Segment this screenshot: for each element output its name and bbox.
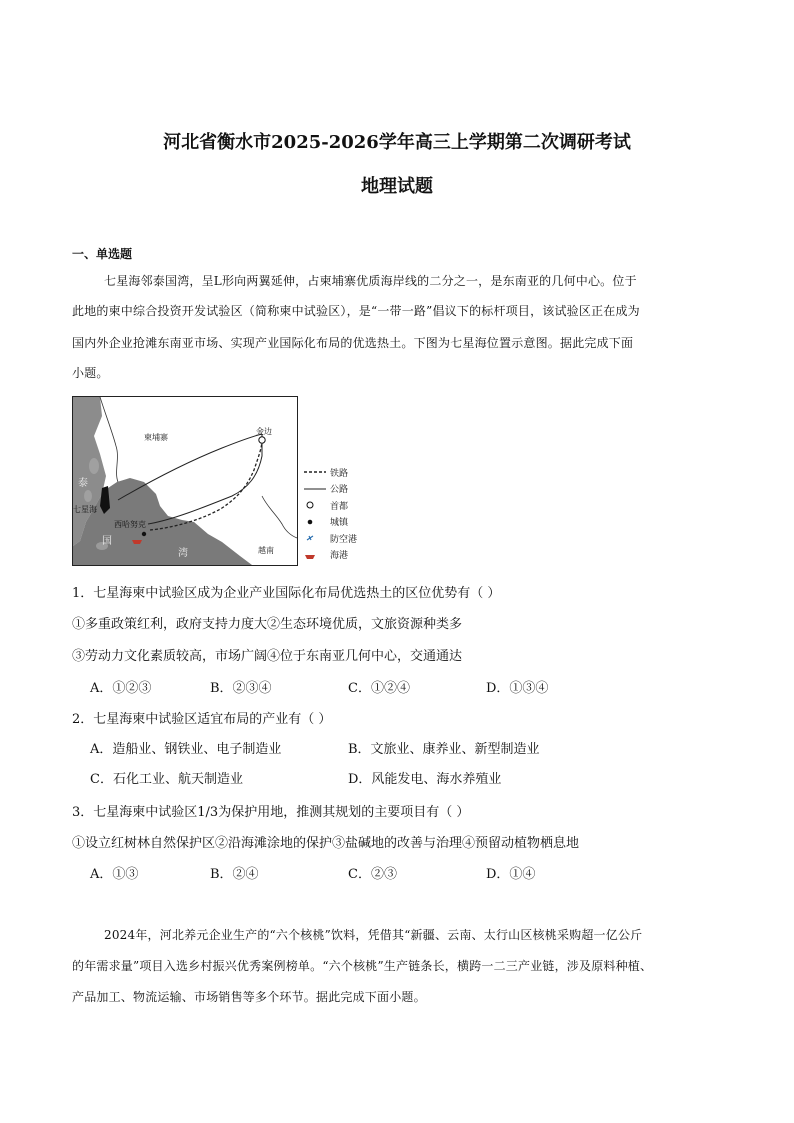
question-1-statement: ①多重政策红利，政府支持力度大②生态环境优质，文旅资源种类多	[72, 617, 463, 632]
legend-label: 公路	[330, 485, 349, 496]
seaport-icon	[305, 555, 315, 559]
passage2-line: 的年需求量”项目入选乡村振兴优秀案例榜单。“六个核桃”生产链条长，横跨一二三产业链，涉及原料种植、	[72, 959, 653, 973]
legend-label: 首都	[330, 501, 349, 512]
passage1-line: 小题。	[72, 366, 109, 380]
legend-item-railway	[304, 464, 357, 481]
question-3-option-c[interactable]: C．②③	[348, 867, 397, 882]
legend-label: 铁路	[330, 468, 349, 479]
question-3-option-a[interactable]: A．①③	[90, 867, 139, 882]
legend-item-highway	[304, 481, 357, 498]
map-island	[84, 490, 92, 502]
question-3-option-d[interactable]: D．①④	[486, 867, 536, 882]
legend-label: 城镇	[330, 518, 349, 529]
passage1-line: 此地的柬中综合投资开发试验区（简称柬中试验区），是“一带一路”倡议下的标杆项目，该试验区正在成为	[72, 304, 640, 318]
question-2-stem: 2．七星海柬中试验区适宜布局的产业有（ ）	[72, 712, 332, 727]
legend-item-airport	[304, 530, 357, 547]
map-label-xihanuke: 西哈努克	[114, 520, 146, 529]
page-title: 河北省衡水市2025-2026学年高三上学期第二次调研考试	[163, 132, 631, 153]
question-2-option-c[interactable]: C．石化工业、航天制造业	[90, 772, 243, 787]
question-3-statement: ①设立红树林自然保护区②沿海滩涂地的保护③盐碱地的改善与治理④预留动植物栖息地	[72, 836, 580, 851]
question-1-option-a[interactable]: A．①②③	[90, 681, 152, 696]
passage1-line: 七星海邻泰国湾，呈L形向两翼延伸，占柬埔寨优质海岸线的二分之一，是东南亚的几何中心。位于	[104, 274, 637, 288]
question-1-option-c[interactable]: C．①②④	[348, 681, 410, 696]
legend-label: 海港	[330, 551, 349, 562]
legend-item-capital	[304, 497, 357, 514]
map-island	[89, 458, 99, 474]
page-subtitle: 地理试题	[361, 176, 433, 197]
map-label-cambodia: 柬埔寨	[144, 433, 168, 442]
map-label-jinbian: 金边	[256, 427, 272, 436]
map-label-wan: 湾	[178, 548, 188, 559]
map-town-marker	[142, 532, 146, 536]
question-3-option-b[interactable]: B．②④	[210, 867, 259, 882]
map-capital-marker	[259, 437, 265, 443]
question-1-option-d[interactable]: D．①③④	[486, 681, 549, 696]
map-label-vietnam: 越南	[258, 546, 274, 555]
legend-item-seaport	[304, 547, 357, 564]
section-label: 一、单选题	[72, 247, 133, 261]
map-label-qixinghai: 七星海	[73, 505, 97, 514]
map-label-guo: 国	[102, 536, 112, 547]
airport-icon	[307, 536, 313, 540]
question-1-option-b[interactable]: B．②③④	[210, 681, 272, 696]
legend-item-town	[304, 514, 357, 531]
question-2-option-b[interactable]: B．文旅业、康养业、新型制造业	[348, 742, 540, 757]
question-2-option-a[interactable]: A．造船业、钢铁业、电子制造业	[90, 742, 282, 757]
question-1-stem: 1．七星海柬中试验区成为企业产业国际化布局优选热土的区位优势有（ ）	[72, 586, 501, 601]
location-map	[72, 396, 298, 566]
question-3-stem: 3．七星海柬中试验区1/3为保护用地，推测其规划的主要项目有（ ）	[72, 805, 470, 820]
question-2-option-d[interactable]: D．风能发电、海水养殖业	[348, 772, 502, 787]
question-1-statement: ③劳动力文化素质较高，市场广阔④位于东南亚几何中心，交通通达	[72, 649, 463, 664]
passage1-line: 国内外企业抢滩东南亚市场、实现产业国际化布局的优选热土。下图为七星海位置示意图。据此完成下面	[72, 336, 634, 350]
legend-label: 防空港	[330, 534, 358, 545]
map-label-tai: 泰	[78, 478, 88, 489]
passage2-line: 产品加工、物流运输、市场销售等多个环节。据此完成下面小题。	[72, 990, 426, 1004]
map-legend	[304, 464, 357, 563]
passage2-line: 2024年，河北养元企业生产的“六个核桃”饮料，凭借其“新疆、云南、太行山区核桃采购超一亿公斤	[104, 928, 643, 942]
